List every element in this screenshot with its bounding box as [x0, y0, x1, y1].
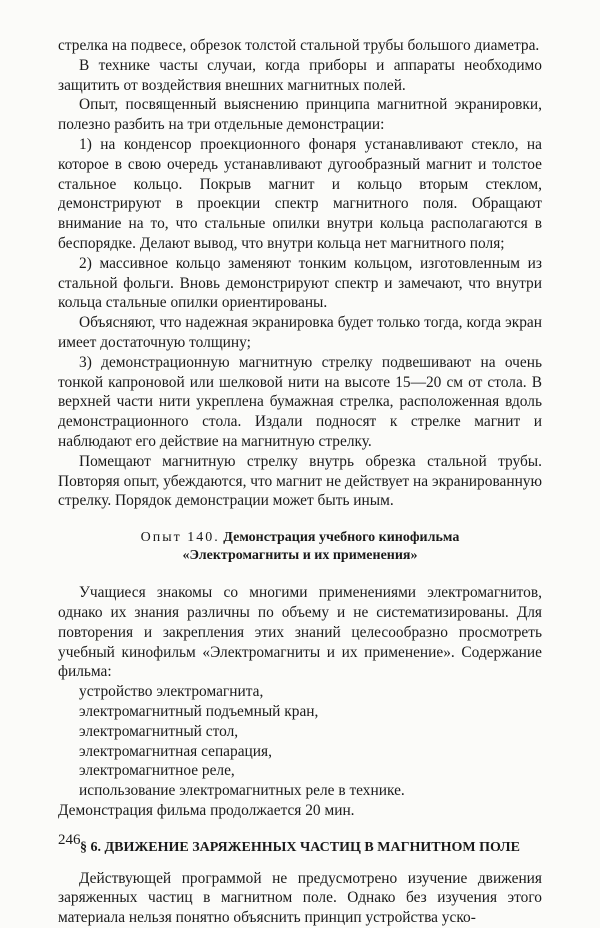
page-body [58, 36, 542, 928]
list-item: использование электромагнитных реле в технике. [79, 782, 405, 800]
paragraph: Объясняют, что надежная экранировка будет только тогда, когда экран имеет достаточную толщину; [58, 314, 542, 351]
list-item: электромагнитное реле, [79, 762, 235, 780]
experiment-label: Опыт 140. [140, 530, 220, 546]
paragraph: В технике часты случаи, когда приборы и аппараты необходимо защитить от воздействия внешних магнитных полей. [58, 56, 542, 94]
paragraph-step-1: 1) на конденсор проекционного фонаря устанавливают стекло, на которое в свою очередь устанавливают дугообразный магнит и толстое стальное кольцо. Покрыв магнит и кольцо вторым стеклом, демонстрируют в проекции спектр магнитного поля. Обращают внимание на то, что стальные опилки внутри кольца располагаются в беспорядке. Делают вывод, что внутри кольца нет магнитного поля; [58, 135, 542, 252]
film-duration: Демонстрация фильма продолжается 20 мин. [58, 801, 355, 819]
paragraph-continuation: стрелка на подвесе, обрезок толстой стальной трубы большого диаметра. [58, 37, 540, 54]
experiment-title-line1: Демонстрация учебного кинофильма [223, 530, 460, 546]
film-contents-list [58, 682, 542, 801]
paragraph-step-2: 2) массивное кольцо заменяют тонким кольцом, изготовленным из стальной фольги. Вновь демонстрируют спектр и замечают, что внутри кольца стальные опилки ориентированы. [58, 254, 542, 312]
list-item: электромагнитный стол, [79, 722, 239, 740]
paragraph-step-3: 3) демонстрационную магнитную стрелку подвешивают на очень тонкой капроновой или шелковой нити на высоте 15—20 см от стола. В верхней части нити укреплена бумажная стрелка, расположенная вдоль демонстрационного стола. Издали подносят к стрелке магнит и наблюдают его действие на магнитную стрелку. [58, 353, 542, 450]
film-intro: Учащиеся знакомы со многими применениями электромагнитов, однако их знания различны по объему и не систематизированы. Для повторения и закрепления этих знаний целесообразно просмотреть учебный кинофильм «Электромагниты и их применение». Содержание фильма: [58, 584, 542, 681]
section-heading: § 6. ДВИЖЕНИЕ ЗАРЯЖЕННЫХ ЧАСТИЦ В МАГНИТНОМ ПОЛЕ [80, 839, 520, 855]
experiment-heading [58, 529, 542, 565]
list-item: электромагнитная сепарация, [79, 742, 272, 760]
page-number: 246 [58, 832, 81, 848]
paragraph: Помещают магнитную стрелку внутрь обрезка стальной трубы. Повторяя опыт, убеждаются, что магнит не действует на экранированную стрелку. Порядок демонстрации может быть иным. [58, 452, 542, 510]
list-item: устройство электромагнита, [79, 683, 264, 701]
section-text: Действующей программой не предусмотрено изучение движения заряженных частиц в магнитном поле. Однако без изучения этого материала нельзя понятно объяснить принцип устройства уско- [58, 869, 542, 927]
paragraph: Опыт, посвященный выяснению принципа магнитной экранировки, полезно разбить на три отдельные демонстрации: [58, 96, 542, 134]
list-item: электромагнитный подъемный кран, [79, 702, 319, 720]
experiment-title-line2: «Электромагниты и их применения» [182, 548, 418, 564]
